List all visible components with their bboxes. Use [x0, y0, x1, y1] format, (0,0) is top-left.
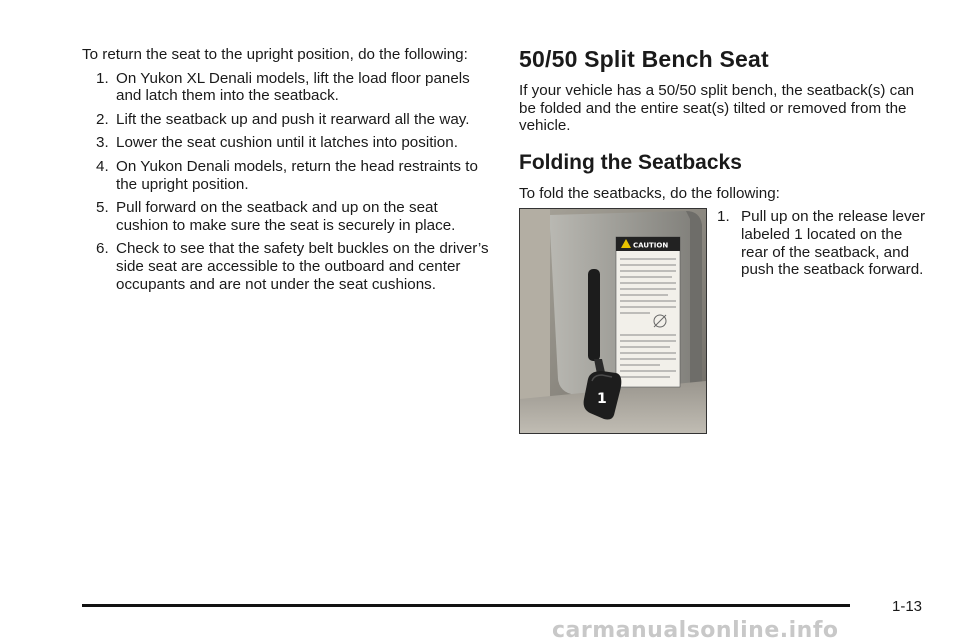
caution-label-text: CAUTION — [633, 241, 669, 250]
section-heading: 50/50 Split Bench Seat — [519, 46, 769, 72]
upright-steps-list — [82, 70, 492, 294]
list-item: 3. Lower the seat cushion until it latches into position. — [96, 134, 458, 152]
intro-paragraph: To return the seat to the upright position, do the following: — [82, 46, 468, 63]
list-item: 1. On Yukon XL Denali models, lift the load floor panels and latch them into the seatback. — [96, 69, 470, 105]
left-column — [82, 46, 492, 299]
list-item: 6. Check to see that the safety belt buckles on the driver’s side seat are accessible to the outboard and center occupants and are not under the seat cushions. — [96, 240, 489, 293]
seatback-release-lever-photo — [519, 208, 707, 434]
list-item: 1. Pull up on the release lever labeled 1 located on the rear of the seatback, and push the seatback forward. — [717, 208, 926, 279]
watermark: carmanualsonline.info — [552, 618, 839, 643]
page-number: 1-13 — [892, 598, 923, 615]
list-item: 2. Lift the seatback up and push it rearward all the way. — [96, 110, 470, 128]
section-intro: If your vehicle has a 50/50 split bench, the seatback(s) can be folded and the entire seat(s) tilted or removed from the vehicle. — [519, 82, 915, 135]
right-column — [519, 46, 929, 438]
caution-label — [616, 237, 680, 387]
footer-rule — [82, 604, 850, 607]
list-item: 5. Pull forward on the seatback and up on the seat cushion to make sure the seat is securely in place. — [96, 199, 456, 234]
list-item: 4. On Yukon Denali models, return the head restraints to the upright position. — [96, 157, 478, 193]
figure-row — [519, 208, 929, 438]
seatback-illustration — [520, 209, 706, 433]
lever-label-text: 1 — [597, 391, 607, 408]
subsection-intro: To fold the seatbacks, do the following: — [519, 184, 780, 202]
subsection-heading: Folding the Seatbacks — [519, 150, 742, 174]
